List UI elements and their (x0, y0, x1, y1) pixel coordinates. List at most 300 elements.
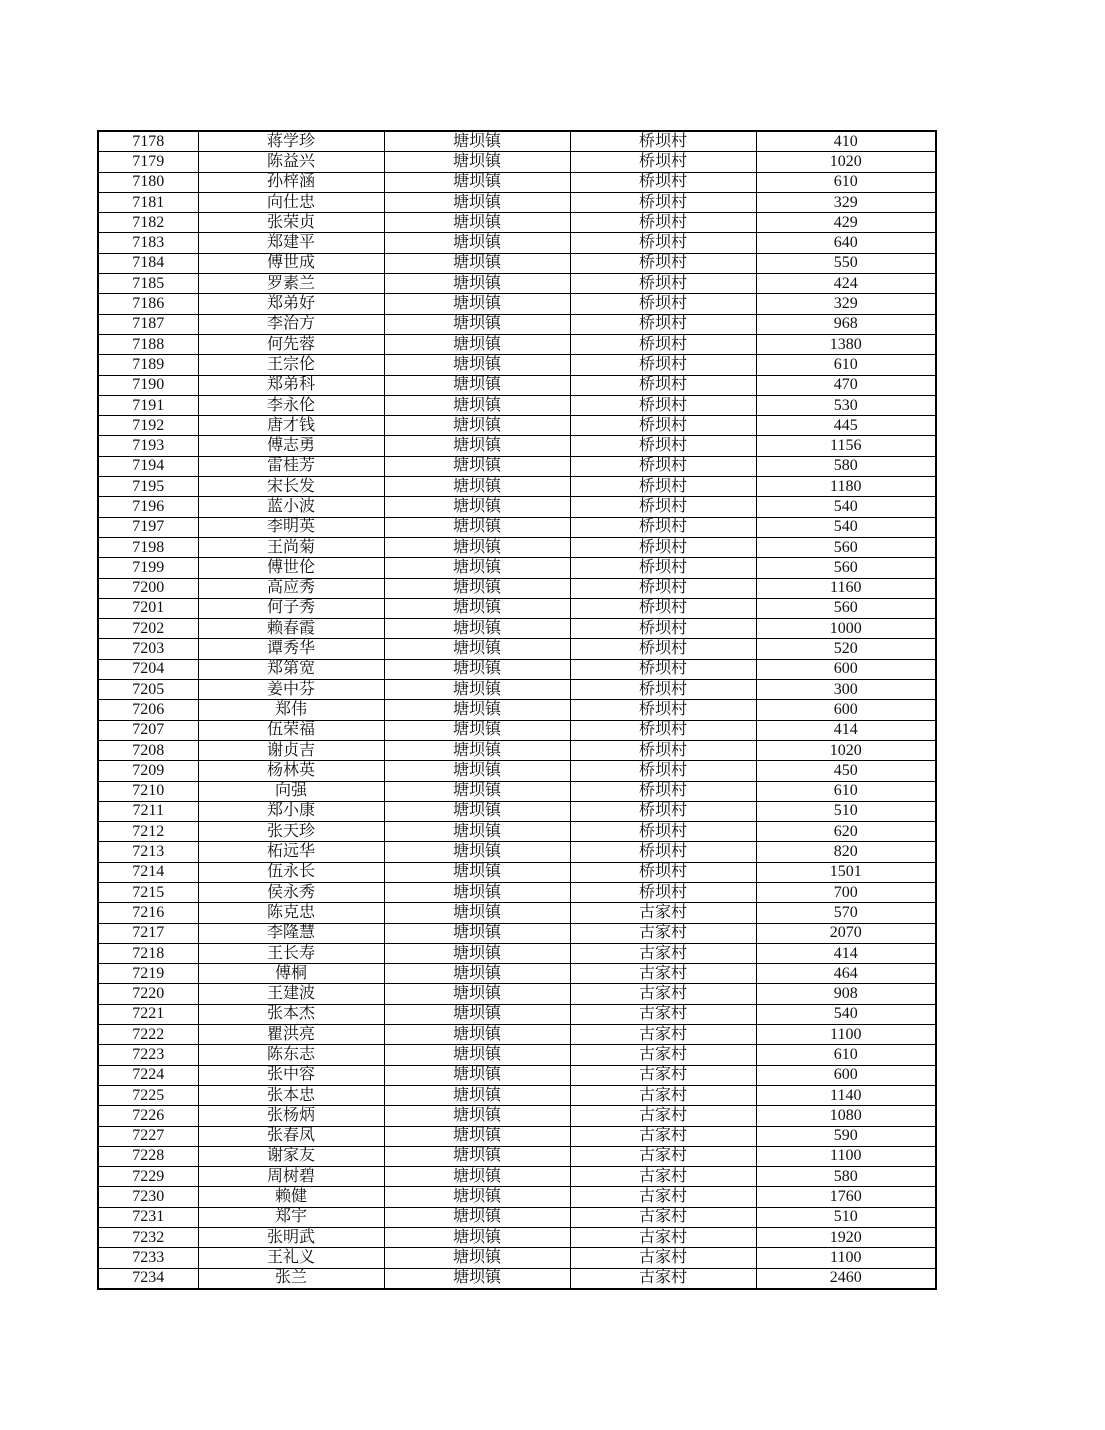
table-row (98, 355, 936, 375)
village-cell: 古家村 (570, 1065, 756, 1085)
row-number-cell: 7214 (98, 862, 198, 882)
name-cell: 张明武 (198, 1228, 384, 1248)
table-row (98, 456, 936, 476)
name-cell: 张兰 (198, 1268, 384, 1289)
town-cell: 塘坝镇 (384, 943, 570, 963)
village-cell: 桥坝村 (570, 517, 756, 537)
village-cell: 古家村 (570, 1004, 756, 1024)
table-row (98, 1268, 936, 1289)
town-cell: 塘坝镇 (384, 1004, 570, 1024)
row-number-cell: 7220 (98, 984, 198, 1004)
amount-cell: 450 (756, 761, 936, 781)
table-row (98, 781, 936, 801)
amount-cell: 1140 (756, 1085, 936, 1105)
town-cell: 塘坝镇 (384, 1207, 570, 1227)
town-cell: 塘坝镇 (384, 578, 570, 598)
town-cell: 塘坝镇 (384, 477, 570, 497)
amount-cell: 540 (756, 1004, 936, 1024)
town-cell: 塘坝镇 (384, 1065, 570, 1085)
name-cell: 罗素兰 (198, 274, 384, 294)
amount-cell: 1100 (756, 1025, 936, 1045)
village-cell: 桥坝村 (570, 274, 756, 294)
amount-cell: 414 (756, 720, 936, 740)
amount-cell: 470 (756, 375, 936, 395)
table-row (98, 537, 936, 557)
amount-cell: 560 (756, 537, 936, 557)
village-cell: 桥坝村 (570, 355, 756, 375)
town-cell: 塘坝镇 (384, 822, 570, 842)
village-cell: 桥坝村 (570, 395, 756, 415)
amount-cell: 410 (756, 131, 936, 152)
table-row (98, 253, 936, 273)
amount-cell: 464 (756, 964, 936, 984)
town-cell: 塘坝镇 (384, 984, 570, 1004)
village-cell: 桥坝村 (570, 131, 756, 152)
town-cell: 塘坝镇 (384, 355, 570, 375)
table-row (98, 436, 936, 456)
town-cell: 塘坝镇 (384, 192, 570, 212)
village-cell: 桥坝村 (570, 416, 756, 436)
name-cell: 赖春霞 (198, 619, 384, 639)
village-cell: 古家村 (570, 984, 756, 1004)
village-cell: 古家村 (570, 1085, 756, 1105)
table-row (98, 314, 936, 334)
row-number-cell: 7179 (98, 152, 198, 172)
table-row (98, 1228, 936, 1248)
amount-cell: 1760 (756, 1187, 936, 1207)
village-cell: 桥坝村 (570, 456, 756, 476)
town-cell: 塘坝镇 (384, 131, 570, 152)
town-cell: 塘坝镇 (384, 903, 570, 923)
table-row (98, 598, 936, 618)
name-cell: 谭秀华 (198, 639, 384, 659)
amount-cell: 414 (756, 943, 936, 963)
town-cell: 塘坝镇 (384, 598, 570, 618)
row-number-cell: 7203 (98, 639, 198, 659)
table-row (98, 923, 936, 943)
row-number-cell: 7187 (98, 314, 198, 334)
town-cell: 塘坝镇 (384, 416, 570, 436)
village-cell: 桥坝村 (570, 842, 756, 862)
table-row (98, 680, 936, 700)
amount-cell: 1920 (756, 1228, 936, 1248)
village-cell: 古家村 (570, 903, 756, 923)
name-cell: 郑宇 (198, 1207, 384, 1227)
table-row (98, 761, 936, 781)
village-cell: 桥坝村 (570, 436, 756, 456)
village-cell: 桥坝村 (570, 680, 756, 700)
name-cell: 郑小康 (198, 801, 384, 821)
table-row (98, 943, 936, 963)
amount-cell: 510 (756, 801, 936, 821)
table-row (98, 700, 936, 720)
table-row (98, 578, 936, 598)
name-cell: 谢贞吉 (198, 740, 384, 760)
row-number-cell: 7226 (98, 1106, 198, 1126)
town-cell: 塘坝镇 (384, 456, 570, 476)
row-number-cell: 7191 (98, 395, 198, 415)
amount-cell: 1080 (756, 1106, 936, 1126)
name-cell: 王建波 (198, 984, 384, 1004)
name-cell: 郑弟科 (198, 375, 384, 395)
amount-cell: 429 (756, 213, 936, 233)
table-row (98, 131, 936, 152)
row-number-cell: 7208 (98, 740, 198, 760)
row-number-cell: 7189 (98, 355, 198, 375)
row-number-cell: 7204 (98, 659, 198, 679)
amount-cell: 1100 (756, 1248, 936, 1268)
row-number-cell: 7192 (98, 416, 198, 436)
village-cell: 桥坝村 (570, 334, 756, 354)
amount-cell: 520 (756, 639, 936, 659)
name-cell: 王宗伦 (198, 355, 384, 375)
amount-cell: 1156 (756, 436, 936, 456)
village-cell: 古家村 (570, 1187, 756, 1207)
table-row (98, 172, 936, 192)
table-row (98, 1065, 936, 1085)
village-cell: 桥坝村 (570, 558, 756, 578)
village-cell: 桥坝村 (570, 294, 756, 314)
table-row (98, 477, 936, 497)
name-cell: 高应秀 (198, 578, 384, 598)
village-cell: 古家村 (570, 1045, 756, 1065)
name-cell: 伍荣福 (198, 720, 384, 740)
name-cell: 宋长发 (198, 477, 384, 497)
row-number-cell: 7190 (98, 375, 198, 395)
amount-cell: 610 (756, 355, 936, 375)
town-cell: 塘坝镇 (384, 1248, 570, 1268)
row-number-cell: 7180 (98, 172, 198, 192)
amount-cell: 610 (756, 1045, 936, 1065)
town-cell: 塘坝镇 (384, 172, 570, 192)
row-number-cell: 7199 (98, 558, 198, 578)
name-cell: 姜中芬 (198, 680, 384, 700)
row-number-cell: 7194 (98, 456, 198, 476)
town-cell: 塘坝镇 (384, 213, 570, 233)
village-cell: 桥坝村 (570, 639, 756, 659)
row-number-cell: 7210 (98, 781, 198, 801)
table-row (98, 1004, 936, 1024)
amount-cell: 610 (756, 781, 936, 801)
town-cell: 塘坝镇 (384, 1167, 570, 1187)
table-row (98, 1045, 936, 1065)
table-row (98, 1187, 936, 1207)
table-row (98, 619, 936, 639)
name-cell: 张荣贞 (198, 213, 384, 233)
row-number-cell: 7186 (98, 294, 198, 314)
table-row (98, 334, 936, 354)
row-number-cell: 7178 (98, 131, 198, 152)
amount-cell: 560 (756, 598, 936, 618)
row-number-cell: 7219 (98, 964, 198, 984)
name-cell: 谢家友 (198, 1146, 384, 1166)
table-row (98, 517, 936, 537)
amount-cell: 300 (756, 680, 936, 700)
row-number-cell: 7227 (98, 1126, 198, 1146)
name-cell: 陈益兴 (198, 152, 384, 172)
amount-cell: 445 (756, 416, 936, 436)
table-row (98, 1207, 936, 1227)
name-cell: 伍永长 (198, 862, 384, 882)
village-cell: 桥坝村 (570, 578, 756, 598)
table-row (98, 416, 936, 436)
name-cell: 何子秀 (198, 598, 384, 618)
amount-cell: 1020 (756, 740, 936, 760)
table-row (98, 192, 936, 212)
row-number-cell: 7231 (98, 1207, 198, 1227)
table-body (98, 131, 936, 1289)
table-row (98, 903, 936, 923)
amount-cell: 908 (756, 984, 936, 1004)
table-row (98, 1025, 936, 1045)
row-number-cell: 7209 (98, 761, 198, 781)
row-number-cell: 7207 (98, 720, 198, 740)
name-cell: 孙梓涵 (198, 172, 384, 192)
name-cell: 向仕忠 (198, 192, 384, 212)
name-cell: 瞿洪亮 (198, 1025, 384, 1045)
name-cell: 赖健 (198, 1187, 384, 1207)
town-cell: 塘坝镇 (384, 1146, 570, 1166)
town-cell: 塘坝镇 (384, 395, 570, 415)
town-cell: 塘坝镇 (384, 1045, 570, 1065)
name-cell: 杨林英 (198, 761, 384, 781)
village-cell: 桥坝村 (570, 213, 756, 233)
name-cell: 王长寿 (198, 943, 384, 963)
village-cell: 桥坝村 (570, 659, 756, 679)
amount-cell: 1160 (756, 578, 936, 598)
table-row (98, 740, 936, 760)
amount-cell: 2070 (756, 923, 936, 943)
amount-cell: 550 (756, 253, 936, 273)
row-number-cell: 7193 (98, 436, 198, 456)
row-number-cell: 7205 (98, 680, 198, 700)
village-cell: 桥坝村 (570, 598, 756, 618)
row-number-cell: 7223 (98, 1045, 198, 1065)
table-row (98, 1146, 936, 1166)
town-cell: 塘坝镇 (384, 964, 570, 984)
town-cell: 塘坝镇 (384, 253, 570, 273)
town-cell: 塘坝镇 (384, 882, 570, 902)
name-cell: 张本杰 (198, 1004, 384, 1024)
village-cell: 桥坝村 (570, 882, 756, 902)
row-number-cell: 7218 (98, 943, 198, 963)
town-cell: 塘坝镇 (384, 842, 570, 862)
table-row (98, 842, 936, 862)
table-row (98, 375, 936, 395)
village-cell: 古家村 (570, 1228, 756, 1248)
town-cell: 塘坝镇 (384, 1106, 570, 1126)
name-cell: 郑伟 (198, 700, 384, 720)
amount-cell: 700 (756, 882, 936, 902)
amount-cell: 600 (756, 659, 936, 679)
amount-cell: 1100 (756, 1146, 936, 1166)
village-cell: 古家村 (570, 964, 756, 984)
town-cell: 塘坝镇 (384, 334, 570, 354)
amount-cell: 600 (756, 1065, 936, 1085)
amount-cell: 1380 (756, 334, 936, 354)
town-cell: 塘坝镇 (384, 517, 570, 537)
name-cell: 傅世伦 (198, 558, 384, 578)
table-row (98, 659, 936, 679)
name-cell: 张杨炳 (198, 1106, 384, 1126)
table-row (98, 233, 936, 253)
name-cell: 张天珍 (198, 822, 384, 842)
table-row (98, 294, 936, 314)
row-number-cell: 7211 (98, 801, 198, 821)
table-row (98, 395, 936, 415)
row-number-cell: 7200 (98, 578, 198, 598)
name-cell: 柘远华 (198, 842, 384, 862)
town-cell: 塘坝镇 (384, 639, 570, 659)
town-cell: 塘坝镇 (384, 1228, 570, 1248)
name-cell: 蒋学珍 (198, 131, 384, 152)
amount-cell: 329 (756, 294, 936, 314)
name-cell: 王礼义 (198, 1248, 384, 1268)
town-cell: 塘坝镇 (384, 680, 570, 700)
row-number-cell: 7234 (98, 1268, 198, 1289)
row-number-cell: 7196 (98, 497, 198, 517)
name-cell: 李永伦 (198, 395, 384, 415)
village-cell: 桥坝村 (570, 192, 756, 212)
village-cell: 桥坝村 (570, 700, 756, 720)
name-cell: 唐才钱 (198, 416, 384, 436)
name-cell: 傅世成 (198, 253, 384, 273)
row-number-cell: 7216 (98, 903, 198, 923)
amount-cell: 530 (756, 395, 936, 415)
town-cell: 塘坝镇 (384, 1085, 570, 1105)
town-cell: 塘坝镇 (384, 761, 570, 781)
amount-cell: 610 (756, 172, 936, 192)
village-cell: 桥坝村 (570, 375, 756, 395)
row-number-cell: 7198 (98, 537, 198, 557)
name-cell: 郑弟好 (198, 294, 384, 314)
name-cell: 陈克忠 (198, 903, 384, 923)
name-cell: 王尚菊 (198, 537, 384, 557)
row-number-cell: 7188 (98, 334, 198, 354)
village-cell: 桥坝村 (570, 781, 756, 801)
table-row (98, 862, 936, 882)
town-cell: 塘坝镇 (384, 497, 570, 517)
town-cell: 塘坝镇 (384, 233, 570, 253)
village-cell: 古家村 (570, 1106, 756, 1126)
amount-cell: 580 (756, 1167, 936, 1187)
amount-cell: 510 (756, 1207, 936, 1227)
town-cell: 塘坝镇 (384, 781, 570, 801)
village-cell: 桥坝村 (570, 233, 756, 253)
amount-cell: 640 (756, 233, 936, 253)
town-cell: 塘坝镇 (384, 923, 570, 943)
amount-cell: 424 (756, 274, 936, 294)
table-row (98, 152, 936, 172)
amount-cell: 1000 (756, 619, 936, 639)
town-cell: 塘坝镇 (384, 720, 570, 740)
name-cell: 向强 (198, 781, 384, 801)
town-cell: 塘坝镇 (384, 862, 570, 882)
table-row (98, 1085, 936, 1105)
village-cell: 古家村 (570, 1207, 756, 1227)
village-cell: 古家村 (570, 1248, 756, 1268)
town-cell: 塘坝镇 (384, 558, 570, 578)
table-row (98, 720, 936, 740)
town-cell: 塘坝镇 (384, 740, 570, 760)
village-cell: 古家村 (570, 943, 756, 963)
table-row (98, 822, 936, 842)
amount-cell: 2460 (756, 1268, 936, 1289)
name-cell: 雷桂芳 (198, 456, 384, 476)
village-cell: 桥坝村 (570, 172, 756, 192)
village-cell: 古家村 (570, 1025, 756, 1045)
row-number-cell: 7183 (98, 233, 198, 253)
table-row (98, 1167, 936, 1187)
amount-cell: 590 (756, 1126, 936, 1146)
village-cell: 古家村 (570, 923, 756, 943)
village-cell: 桥坝村 (570, 619, 756, 639)
village-cell: 桥坝村 (570, 152, 756, 172)
row-number-cell: 7232 (98, 1228, 198, 1248)
amount-cell: 540 (756, 517, 936, 537)
row-number-cell: 7221 (98, 1004, 198, 1024)
row-number-cell: 7224 (98, 1065, 198, 1085)
village-cell: 桥坝村 (570, 537, 756, 557)
amount-cell: 570 (756, 903, 936, 923)
town-cell: 塘坝镇 (384, 294, 570, 314)
name-cell: 侯永秀 (198, 882, 384, 902)
table-row (98, 1248, 936, 1268)
town-cell: 塘坝镇 (384, 1126, 570, 1146)
name-cell: 蓝小波 (198, 497, 384, 517)
table-row (98, 882, 936, 902)
table-row (98, 964, 936, 984)
name-cell: 陈东志 (198, 1045, 384, 1065)
town-cell: 塘坝镇 (384, 1187, 570, 1207)
row-number-cell: 7185 (98, 274, 198, 294)
table-row (98, 984, 936, 1004)
village-cell: 古家村 (570, 1126, 756, 1146)
row-number-cell: 7206 (98, 700, 198, 720)
name-cell: 张春凤 (198, 1126, 384, 1146)
town-cell: 塘坝镇 (384, 375, 570, 395)
name-cell: 张本忠 (198, 1085, 384, 1105)
row-number-cell: 7228 (98, 1146, 198, 1166)
amount-cell: 820 (756, 842, 936, 862)
amount-cell: 580 (756, 456, 936, 476)
town-cell: 塘坝镇 (384, 274, 570, 294)
row-number-cell: 7225 (98, 1085, 198, 1105)
row-number-cell: 7222 (98, 1025, 198, 1045)
row-number-cell: 7184 (98, 253, 198, 273)
row-number-cell: 7212 (98, 822, 198, 842)
row-number-cell: 7233 (98, 1248, 198, 1268)
row-number-cell: 7213 (98, 842, 198, 862)
amount-cell: 600 (756, 700, 936, 720)
table-row (98, 274, 936, 294)
row-number-cell: 7197 (98, 517, 198, 537)
town-cell: 塘坝镇 (384, 152, 570, 172)
name-cell: 傅桐 (198, 964, 384, 984)
row-number-cell: 7217 (98, 923, 198, 943)
amount-cell: 329 (756, 192, 936, 212)
row-number-cell: 7230 (98, 1187, 198, 1207)
table-row (98, 1126, 936, 1146)
name-cell: 李明英 (198, 517, 384, 537)
village-cell: 古家村 (570, 1146, 756, 1166)
row-number-cell: 7229 (98, 1167, 198, 1187)
village-cell: 桥坝村 (570, 253, 756, 273)
village-cell: 古家村 (570, 1167, 756, 1187)
row-number-cell: 7182 (98, 213, 198, 233)
name-cell: 郑建平 (198, 233, 384, 253)
town-cell: 塘坝镇 (384, 700, 570, 720)
